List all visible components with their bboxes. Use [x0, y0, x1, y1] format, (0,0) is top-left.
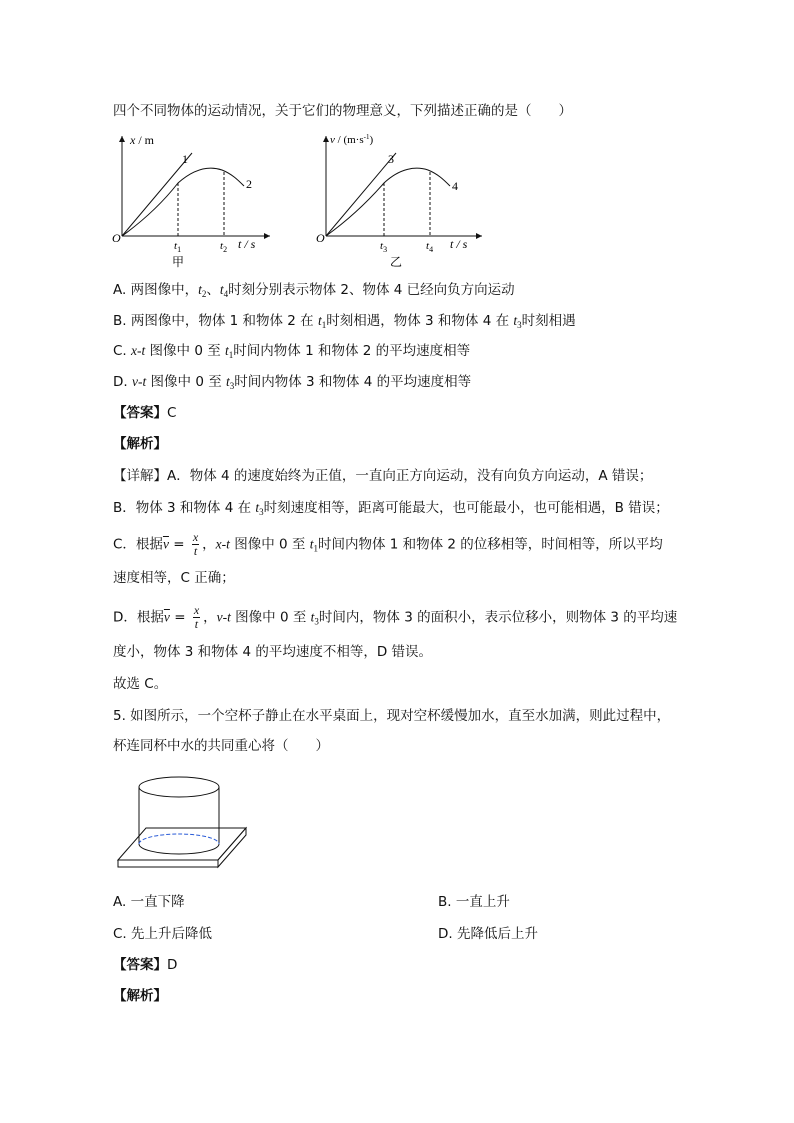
origin-label: O — [112, 231, 121, 245]
curve-2-label: 2 — [246, 177, 252, 191]
curve-4 — [326, 168, 450, 236]
q4-detail-b: B．物体 3 和物体 4 在 $t_3$时刻速度相等，距离可能最大，也可能最小，也可能相遇，B 错误； — [113, 500, 669, 517]
y-axis-label: x / m — [130, 133, 154, 147]
t-axis-label: t / s — [450, 237, 468, 251]
xt-graph-figure — [110, 128, 285, 270]
caption-yi: 乙 — [390, 255, 403, 269]
q5-option-b: B. 一直上升 — [438, 894, 510, 910]
q4-option-c: C. x-t 图像中 0 至 $t_1$时间内物体 1 和物体 2 的平均速度相等 — [113, 343, 471, 360]
q4-option-b: B. 两图像中，物体 1 和物体 2 在 $t_1$时刻相遇，物体 3 和物体 4 在 $t_3$时刻相遇 — [113, 313, 576, 330]
q5-analysis-tag: 【解析】 — [113, 988, 167, 1004]
q4-detail-d: D．根据$\overline{v}$ = $\frac{x}{t}$ ，v-t 图像中 0 至 $t_3$时间内，物体 3 的面积小，表示位移小，则物体 3 的平均速 — [113, 603, 678, 631]
table-side — [118, 860, 218, 867]
q4-detail-c-cont: 速度相等，C 正确； — [113, 570, 235, 586]
q5-option-c: C. 先上升后降低 — [113, 926, 213, 942]
x-axis-label: t / s — [238, 237, 256, 251]
q4-detail-d-cont: 度小，物体 3 和物体 4 的平均速度不相等，D 错误。 — [113, 644, 433, 660]
t1-label: $t_1$ — [174, 240, 182, 254]
caption-jia: 甲 — [172, 255, 185, 269]
q4-option-d: D. v-t 图像中 0 至 $t_3$时间内物体 3 和物体 4 的平均速度相等 — [113, 374, 472, 391]
curve-3-label: 3 — [388, 152, 394, 166]
cup-rim — [139, 777, 219, 797]
q5-option-d: D. 先降低后上升 — [438, 926, 538, 942]
curve-3 — [326, 153, 396, 236]
q5-stem-line1: 5. 如图所示，一个空杯子静止在水平桌面上，现对空杯缓慢加水，直至水加满，则此过程中， — [113, 708, 671, 724]
q5-option-a: A. 一直下降 — [113, 894, 185, 910]
q5-stem-line2: 杯连同杯中水的共同重心将（ ） — [113, 738, 329, 754]
cup-on-table-figure — [112, 770, 252, 880]
curve-2 — [122, 168, 244, 236]
curve-1-label: 1 — [182, 152, 188, 166]
q4-conclusion: 故选 C。 — [113, 676, 168, 692]
curve-4-label: 4 — [452, 179, 458, 193]
origin-label-right: O — [316, 231, 325, 245]
q5-answer: 【答案】D — [113, 957, 178, 973]
q4-option-a: A. 两图像中，$t_2$、$t_4$时刻分别表示物体 2、物体 4 已经向负方向运动 — [113, 282, 515, 299]
q4-answer: 【答案】C — [113, 405, 177, 421]
t2-label: $t_2$ — [220, 240, 228, 254]
v-axis-label: $v / (m\cdot s^{-1})$ — [330, 133, 374, 146]
t3-label: $t_3$ — [380, 240, 388, 254]
q4-detail-a: 【详解】A．物体 4 的速度始终为正值，一直向正方向运动，没有向负方向运动，A 错误； — [113, 468, 653, 484]
q4-stem: 四个不同物体的运动情况，关于它们的物理意义，下列描述正确的是（ ） — [113, 103, 572, 119]
vt-graph-figure — [312, 128, 492, 270]
q4-detail-c: C．根据$\overline{v}$ = $\frac{x}{t}$ ，x-t 图像中 0 至 $t_1$时间内物体 1 和物体 2 的位移相等，时间相等，所以平均 — [113, 530, 663, 558]
t4-label: $t_4$ — [426, 240, 434, 254]
q4-analysis-tag: 【解析】 — [113, 436, 167, 452]
